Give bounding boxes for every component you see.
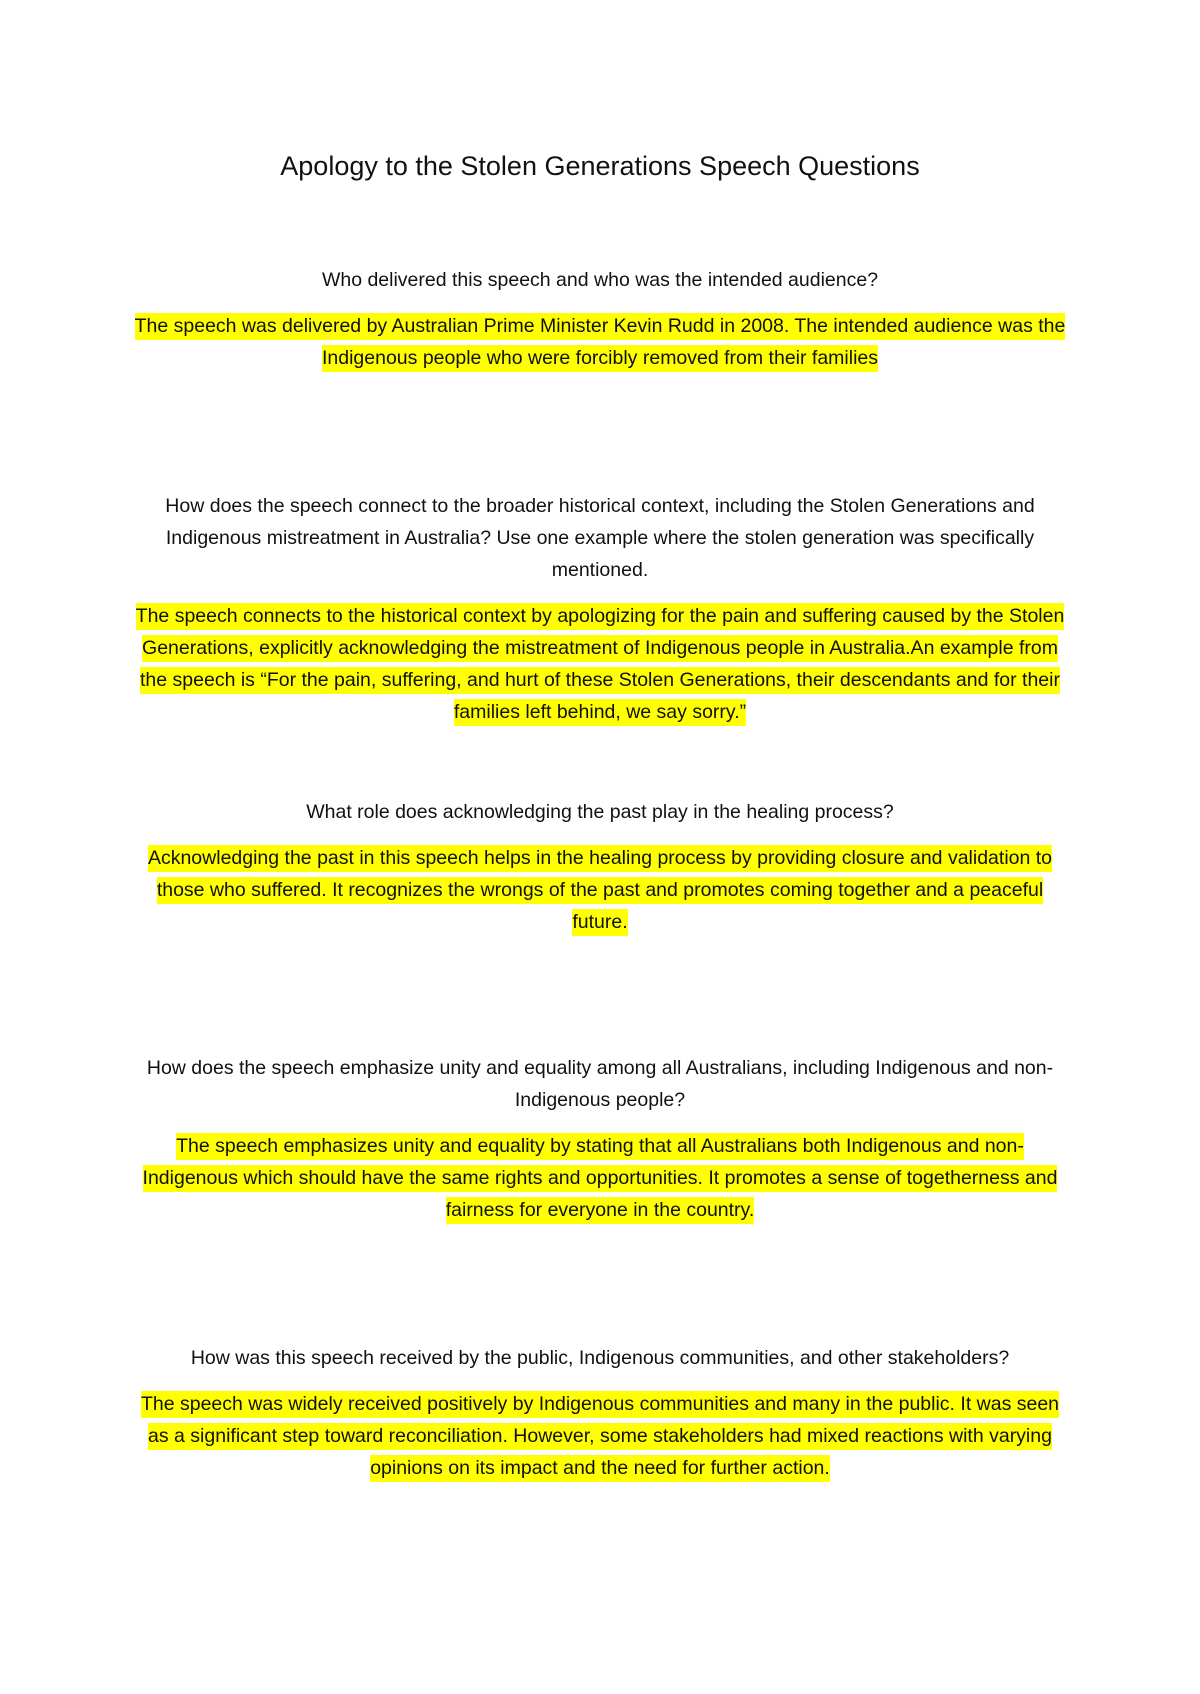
answer-4: The speech emphasizes unity and equality by stating that all Australians both Indigenous and non-Indigenous which should have the same rights and opportunities. It promotes a sense of togetherness and fairness for everyone in the country. <box>143 1133 1058 1224</box>
answer-3-wrapper <box>130 842 1070 938</box>
question-4: How does the speech emphasize unity and equality among all Australians, including Indigenous and non-Indigenous people? <box>146 1057 1054 1111</box>
answer-2-wrapper <box>130 600 1070 728</box>
qa-section-1 <box>130 264 1070 374</box>
qa-section-2 <box>130 490 1070 728</box>
qa-section-5 <box>130 1342 1070 1484</box>
answer-3: Acknowledging the past in this speech helps in the healing process by providing closure and validation to those who suffered. It recognizes the wrongs of the past and promotes coming together and a peaceful future. <box>148 845 1052 936</box>
qa-section-3 <box>130 796 1070 938</box>
answer-1: The speech was delivered by Australian Prime Minister Kevin Rudd in 2008. The intended audience was the Indigenous people who were forcibly removed from their families <box>135 313 1066 372</box>
qa-section-4 <box>130 1052 1070 1226</box>
document-title: Apology to the Stolen Generations Speech Questions <box>280 151 920 181</box>
question-5: How was this speech received by the public, Indigenous communities, and other stakeholders? <box>190 1347 1010 1369</box>
question-2: How does the speech connect to the broader historical context, including the Stolen Generations and Indigenous mistreatment in Australia? Use one example where the stolen generation was specifically mentioned. <box>165 495 1035 581</box>
answer-2: The speech connects to the historical context by apologizing for the pain and suffering caused by the Stolen Generations, explicitly acknowledging the mistreatment of Indigenous people in Australia.An example from the speech is “For the pain, suffering, and hurt of these Stolen Generations, their descendants and for their families left behind, we say sorry.” <box>136 603 1065 726</box>
answer-4-wrapper <box>130 1130 1070 1226</box>
answer-5: The speech was widely received positively by Indigenous communities and many in the public. It was seen as a significant step toward reconciliation. However, some stakeholders had mixed reactions with varying opinions on its impact and the need for further action. <box>141 1391 1059 1482</box>
question-1: Who delivered this speech and who was the intended audience? <box>321 269 879 291</box>
answer-1-wrapper <box>130 310 1070 374</box>
answer-5-wrapper <box>130 1388 1070 1484</box>
question-3: What role does acknowledging the past play in the healing process? <box>306 801 894 823</box>
